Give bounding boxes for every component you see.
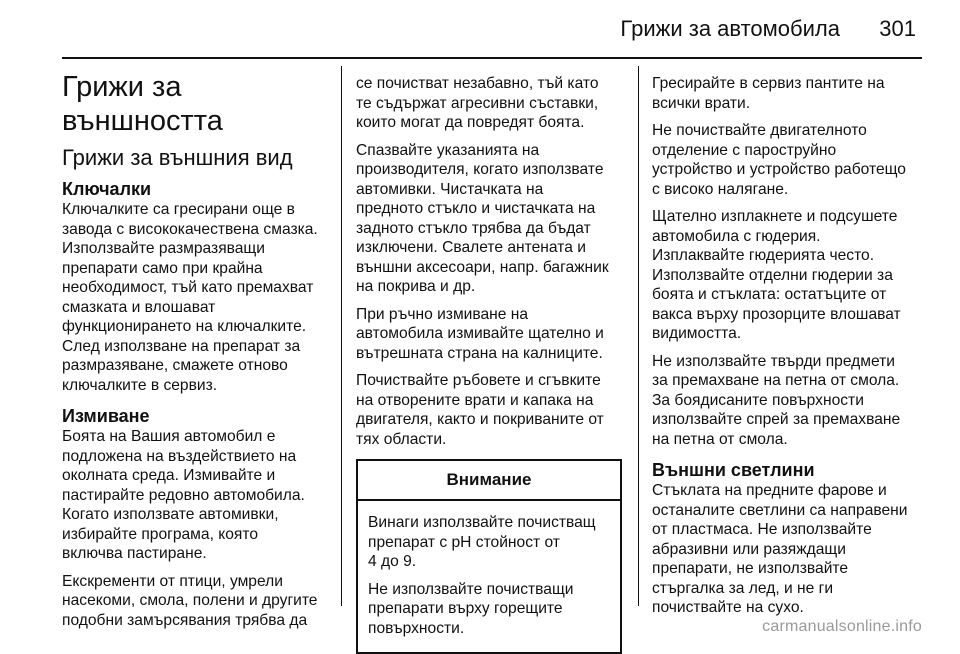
lights-heading: Външни светлини [652,460,815,480]
washing-paragraph: Боята на Вашия автомобил е подложена на въздействието на околната среда. Измивайте и пастирайте редовно автомобила. Когато използвате автомивки, избирайте програма, която включва пастиране. [62,428,305,562]
column-divider-2 [638,66,639,606]
warning-box [356,459,622,654]
paragraph: се почистват незабавно, тъй като те съдържат агресивни съставки, които могат да повредят боята. [356,75,599,131]
keys-heading: Ключалки [62,179,152,199]
watermark: carmanualsonline.info [762,618,922,635]
paragraph: Гресирайте в сервиз пантите на всички врати. [652,75,885,112]
page-number: 301 [879,16,916,41]
excrement-paragraph: Екскременти от птици, умрели насекоми, смола, полени и другите подобни замърсявания трябва да [62,572,318,629]
paragraph: Щателно изплакнете и подсушете автомобила с гюдерия. Изплаквайте гюдерията често. Използвайте отделни гюдерии за боята и стъклата: остатъците от вакса върху прозорците влошават видимостта. [652,208,901,342]
paragraph: Не почиствайте двигателното отделение с пароструйно устройство и устройство работещо с високо налягане. [652,122,906,198]
header-rule [62,57,922,59]
keys-paragraph: Ключалките са гресирани още в завода с висококачествена смазка. Използвайте размразяващи препарати само при крайна необходимост, тъй като премахват смазката и влошават функционирането на ключалките. След използване на препарат за размразяване, смажете отново ключалките в сервиз. [62,201,318,394]
washing-heading: Измиване [62,406,150,426]
section-title: Грижи за външността [62,71,223,137]
warning-title: Внимание [358,461,620,501]
column-1 [62,70,330,638]
column-divider-1 [341,66,342,606]
warning-paragraph: Не използвайте почистващи препарати върху горещите повърхности. [368,580,574,637]
paragraph: Почиствайте ръбовете и сгъвките на отворените врати и капака на двигателя, както и покриваните от тях области. [356,372,604,448]
chapter-title: Грижи за автомобила [620,16,840,41]
paragraph: Не използвайте твърди предмети за премахване на петна от смола. За боядисаните повърхности използвайте спрей за премахване на петна от смола. [652,352,901,448]
warning-paragraph: Винаги използвайте почистващ препарат с pH стойност от 4 до 9. [368,514,596,570]
lights-paragraph: Стъклата на предните фарове и останалите светлини са направени от пластмаса. Не използвайте абразивни или разяждащи препарати, не използвайте стъргалка за лед, и не ги почиствайте на сухо. [652,482,908,616]
warning-body [358,501,620,652]
column-2 [356,74,622,654]
paragraph: Спазвайте указанията на производителя, когато използвате автомивки. Чистачката на предното стъкло и чистачката на задното стъкло трябва да бъдат изключени. Свалете антената и външни аксесоари, напр. багажник на покрива и др. [356,141,609,295]
subsection-title: Грижи за външния вид [62,145,293,170]
column-3 [652,74,924,626]
page-header [0,0,960,60]
paragraph: При ръчно измиване на автомобила измивайте щателно и вътрешната страна на калниците. [356,305,604,362]
